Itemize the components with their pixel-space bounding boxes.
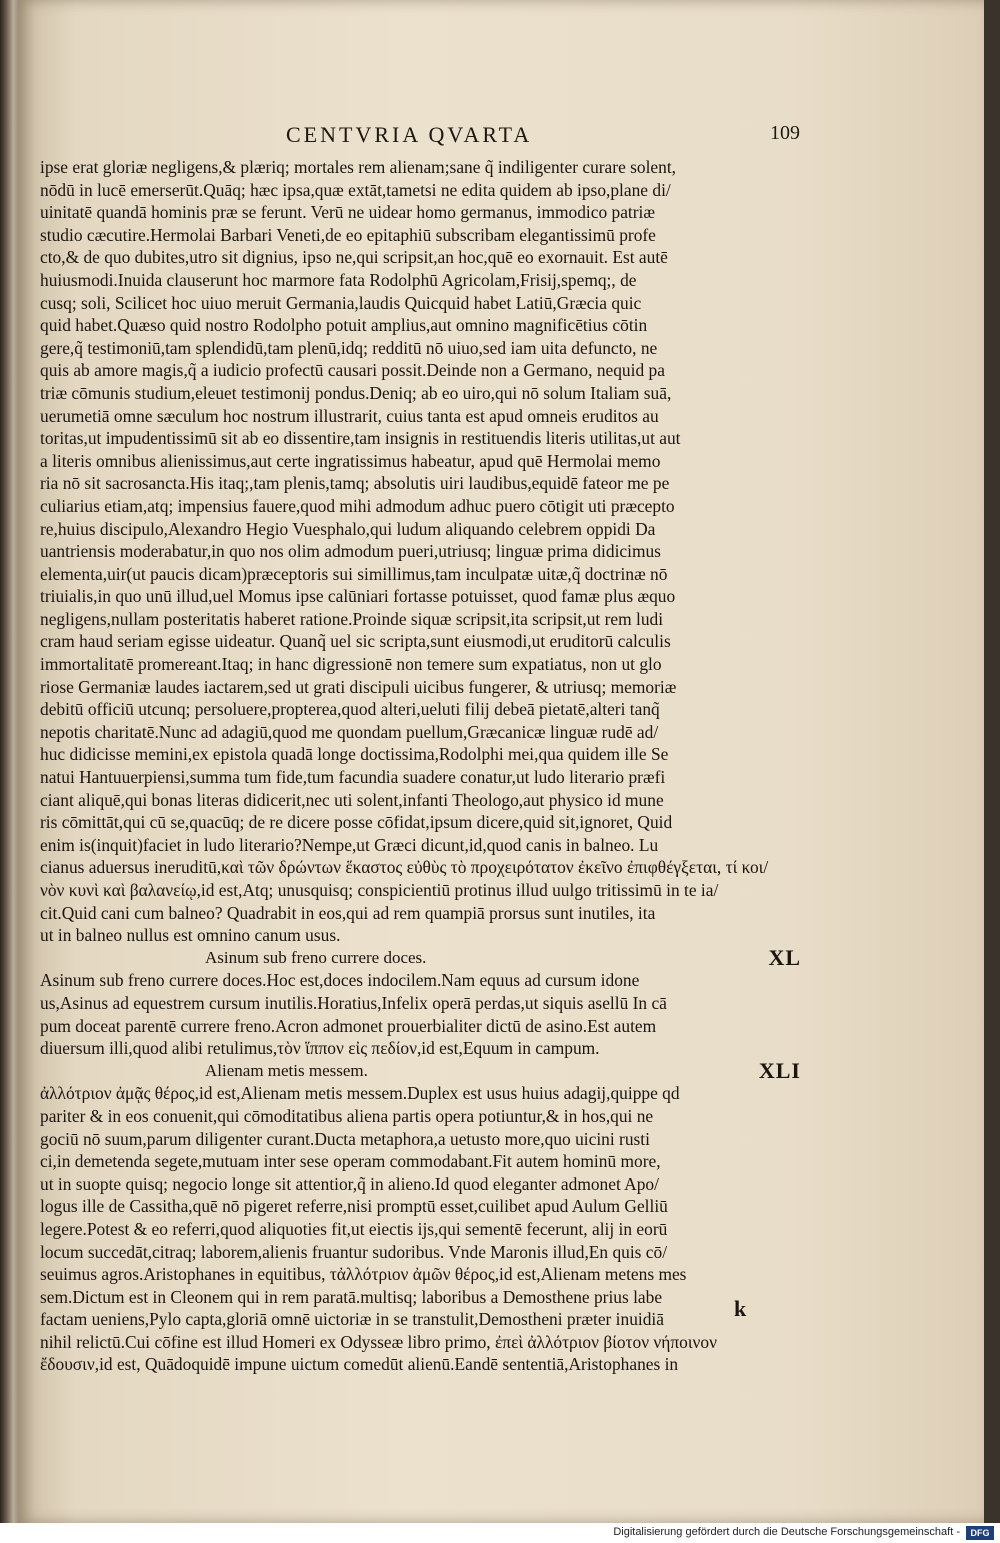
text-line: us,Asinus ad equestrem cursum inutilis.Horatius,Infelix operā perdas,ut siquis asellū In cā (40, 992, 667, 1013)
adage-heading-41 (40, 1057, 801, 1083)
text-line: cto,& de quo dubites,utro sit dignius, ipso ne,qui scripsit,an hoc,quē eo exornauit. Est autē (40, 247, 668, 268)
text-line: pum doceat parentē currere freno.Acron admonet prouerbialiter dictū de asino.Est autem (40, 1015, 657, 1036)
text-lines-preceding (40, 156, 795, 947)
text-line: cram haud seriam egisse uideatur. Quanq̃ uel sic scripta,sunt eiusmodi,ut eruditorū calculis (40, 631, 671, 652)
dfg-logo: DFG (966, 1526, 994, 1540)
funding-credit: Digitalisierung gefördert durch die Deutsche Forschungsgemeinschaft - (613, 1526, 960, 1538)
text-line: sem.Dictum est in Cleonem qui in rem paratā.multisq; laboribus a Demosthene prius labe (40, 1286, 663, 1307)
text-line: nōdū in lucē emerserūt.Quāq; hæc ipsa,quæ extāt,tametsi ne edita quidem ab ipso,plane di/ (40, 179, 671, 200)
adage-title: Asinum sub freno currere doces. (205, 947, 427, 967)
text-line: quis ab amore magis,q̃ a iudicio profectū causari possit.Deinde non a Germano, nequid pa (40, 360, 665, 381)
adage-text-40 (40, 969, 795, 1059)
text-line: triuialis,in quo unū illud,uel Momus ipse calūniari fortasse potuisset, quod famæ plus æquo (40, 586, 676, 607)
text-line: cianus aduersus ineruditū,καὶ τῶν δρώντων ἕκαστος εὐθὺς τὸ προχειρότατον ἐκεῖνο ἐπιφθέγξεται, τί κοι/ (40, 857, 769, 878)
text-line: ut in suopte quisq; negocio longe sit attentior,q̃ in alieno.Id quod eleganter admonet Apo/ (40, 1173, 659, 1194)
text-line: gociū nō suum,parum diligenter curant.Ducta metaphora,a uetusto more,quo uicini rusti (40, 1128, 650, 1149)
adage-text-41 (40, 1082, 795, 1376)
adage-number: XL (768, 944, 801, 970)
adage-title: Alienam metis messem. (205, 1060, 368, 1080)
text-line: ἀλλότριον ἀμᾷς θέρος,id est,Alienam metis messem.Duplex est usus huius adagij,quippe qd (40, 1083, 680, 1104)
adage-number: XLI (758, 1057, 801, 1083)
text-line: ut in balneo nullus est omnino canum usus. (40, 925, 341, 946)
text-line: seuimus agros.Aristophanes in equitibus, τἀλλότριον ἀμῶν θέρος,id est,Alienam metens mes (40, 1264, 687, 1285)
book-page (18, 0, 984, 1523)
text-line: νὸν κυνὶ καὶ βαλανείῳ,id est,Atq; unusquisq; conspicientiū protinus illud uulgo tritissimū in te ia/ (40, 880, 719, 900)
text-line: ria nō sit sacrosancta.His itaq;,tam plenis,tamq; absolutis uiri laudibus,equidē fateor me pe (40, 473, 670, 494)
text-line: toritas,ut impudentissimū sit ab eo dissentire,tam insignis in restituendis literis utilitas,ut aut (40, 428, 681, 449)
text-line: enim is(inquit)faciet in ludo literario?Nempe,ut Græci dicunt,id,quod canis in balneo. Lu (40, 834, 659, 855)
text-line: logus ille de Cassitha,quē nō pigeret referre,nisi promptū esset,cuilibet apud Aulum Gelliū (40, 1196, 668, 1217)
text-line: quid habet.Quæso quid nostro Rodolpho potuit amplius,aut omnino magnificētius cōtin (40, 315, 648, 336)
text-line: ci,in demetenda segete,mutuam inter sese operam commodabant.Fit autem hominū more, (40, 1151, 661, 1172)
footer-bar (0, 1523, 1000, 1543)
text-line: cit.Quid cani cum balneo? Quadrabit in eos,qui ad rem quampiā prorsus sunt inutiles, ita (40, 902, 656, 923)
text-line: riose Germaniæ laudes iactarem,sed ut grati discipuli uicibus fungerer, & utriusq; memoriæ (40, 676, 677, 697)
text-line: nepotis charitatē.Nunc ad adagiū,quod me quondam puellum,Græcanicæ linguæ rudē ad/ (40, 721, 659, 742)
text-line: immortalitatē promereant.Itaq; in hanc digressionē non temere sum expatiatus, non ut glo (40, 654, 662, 675)
text-line: studio cæcutire.Hermolai Barbari Veneti,de eo epitaphiū subscribam elegantissimū profe (40, 224, 656, 245)
text-line: nihil relictū.Cui cōfine est illud Homeri ex Odysseæ libro primo, ἐπεὶ ἀλλότριον βίοτον νήποινον (40, 1331, 717, 1352)
text-line: locum succedāt,citraq; laborem,alienis fruantur sudoribus. Vnde Maronis illud,En quis cō/ (40, 1241, 668, 1262)
text-line: ἔδουσιν,id est, Quādoquidē impune uictum comedūt alienū.Eandē sententiā,Aristophanes in (40, 1354, 679, 1375)
text-line: uantriensis moderabatur,in quo nos olim admodum pueri,utriusq; linguæ prima didicimus (40, 541, 661, 562)
text-line: Asinum sub freno currere doces.Hoc est,doces indocilem.Nam equus ad cursum idone (40, 970, 640, 991)
text-line: gere,q̃ testimoniū,tam splendidū,tam plenū,idq; redditū nō uiuo,sed iam uita defuncto, ne (40, 337, 658, 358)
text-line: ipse erat gloriæ negligens,& plæriq; mortales rem alienam;sane q̃ indiligenter curare solent, (40, 157, 677, 177)
text-line: huiusmodi.Inuida clauserunt hoc marmore fata Rodolphū Agricolam,Frisij,spemq;, de (40, 269, 637, 290)
text-line: triæ cōmunis studium,eleuet testimonij pondus.Deniq; ab eo uiro,qui nō solum Italiam suā, (40, 382, 672, 403)
text-line: re,huius discipulo,Alexandro Hegio Vuesphalo,qui ludum aliquando celebrem oppidi Da (40, 518, 656, 539)
text-line: diuersum illi,quod alibi retulimus,τὸν ἵππον εἰς πεδίον,id est,Equum in campum. (40, 1038, 600, 1059)
text-line: huc didicisse memini,ex epistola quadā longe doctissima,Rodolphi mei,qua quidem ille Se (40, 744, 669, 765)
text-line: ris cōmittāt,qui cū se,quacūq; de re dicere posse cōfidat,ipsum dicere,quid sit,ignoret, Quid (40, 812, 673, 833)
text-line: culiarius etiam,atq; impensius fauere,quod mihi admodum adhuc puero cōtigit uti præcepto (40, 495, 675, 516)
adage-heading-40 (40, 944, 801, 970)
text-line: uerumetiā omne sæculum hoc nostrum illustrarit, cuius tanta est apud omneis eruditos au (40, 405, 659, 426)
text-line: legere.Potest & eo referri,quod aliquoties fit,ut eiectis ijs,qui sementē fecerunt, alij in eorū (40, 1218, 668, 1239)
page-header (18, 122, 984, 158)
text-line: ciant aliquē,qui bonas literas didicerit,nec uti solent,infanti Theologo,aut physico id mune (40, 789, 664, 810)
folio-number: 109 (770, 122, 800, 144)
text-line: elementa,uir(ut paucis dicam)præceptoris sui simillimus,tam inculpatæ uitæ,q̃ doctrinæ nō (40, 563, 668, 584)
text-line: uinitatē quandā hominis præ se ferunt. Verū ne uidear homo germanus, immodico patriæ (40, 202, 655, 223)
text-line: factam ueniens,Pylo capta,gloriā omnē uictoriæ in se transtulit,Demostheni præter inuidiā (40, 1309, 664, 1330)
text-line: debitū officiū utcunq; persoluere,propterea,quod alteri,ueluti filij debeā pietatē,alteri tanq̃ (40, 699, 660, 720)
text-line: negligens,nullam posteritatis haberet ratione.Proinde siquæ scripsit,ita scripsit,ut rem ludi (40, 608, 664, 629)
text-line: cusq; soli, Scilicet hoc uiuo meruit Germania,laudis Quicquid habet Latiū,Græcia quic (40, 292, 642, 313)
running-title: CENTVRIA QVARTA (286, 122, 533, 147)
text-line: a literis omnibus alienissimus,aut certe ingratissimus habeatur, apud quē Hermolai memo (40, 450, 661, 471)
signature-mark: k (734, 1296, 747, 1321)
text-line: natui Hantuuerpiensi,summa tum fide,tum facundia suadere conatur,ut ludo literario præfi (40, 767, 666, 788)
text-block (40, 156, 801, 1376)
text-line: pariter & in eos conuenit,qui cōmoditatibus aliena partis opera potiuntur,& in hos,qui ne (40, 1105, 654, 1126)
